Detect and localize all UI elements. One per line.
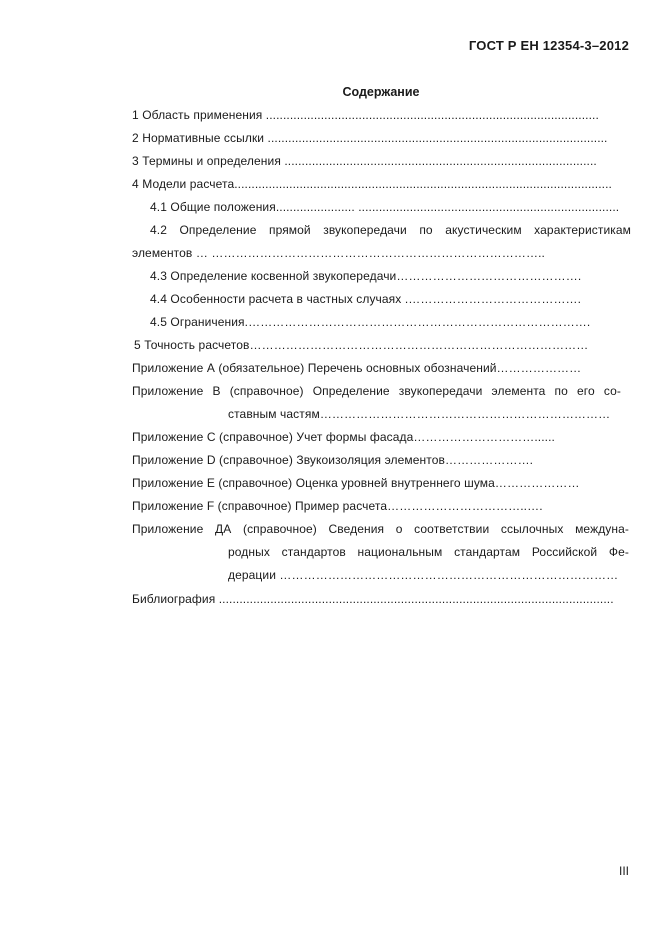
toc-entry-appendix-da-continued: родных стандартов национальным стандартам Российской Фе-	[228, 545, 629, 559]
toc-entry-appendix-b-continued: ставным частям………………………………………………………………	[228, 407, 611, 421]
document-code: ГОСТ Р ЕН 12354-3–2012	[468, 38, 629, 53]
toc-entry-4-5: 4.5 Ограничения.………………………………………………………………………….	[150, 315, 591, 329]
toc-entry-4-2: 4.2 Определение прямой звукопередачи по акустическим характеристикам	[150, 223, 631, 237]
toc-entry-appendix-e: Приложение Е (справочное) Оценка уровней внутреннего шума…………………	[132, 476, 580, 490]
toc-entry-4-4: 4.4 Особенности расчета в частных случаях .…………………………………….	[150, 292, 582, 306]
toc-entry-4-2-continued: элементов … ………………………………………………………………………..	[132, 246, 545, 260]
toc-entry-terms: 3 Термины и определения ...........................................................................................	[132, 154, 597, 168]
toc-entry-scope: 1 Область применения .................................................................................................	[132, 108, 599, 122]
toc-title: Содержание	[342, 85, 420, 99]
toc-entry-4-3: 4.3 Определение косвенной звукопередачи……………………………………….	[150, 269, 582, 283]
toc-entry-bibliography: Библиография ...................................................................................................................	[132, 592, 614, 606]
toc-entry-appendix-da: Приложение ДА (справочное) Сведения о соответствии ссылочных междуна-	[132, 522, 629, 536]
toc-entry-appendix-d: Приложение D (справочное) Звукоизоляция элементов………………….	[132, 453, 534, 467]
toc-entry-appendix-c: Приложение С (справочное) Учет формы фасада…………………………......	[132, 430, 555, 444]
page-number: III	[618, 864, 629, 878]
toc-entry-appendix-f: Приложение F (справочное) Пример расчета……………………………..….	[132, 499, 543, 513]
toc-entry-accuracy: 5 Точность расчетов…………………………………………………………………………	[134, 338, 589, 352]
toc-entry-4-1: 4.1 Общие положения....................... ............................................................................	[150, 200, 620, 214]
toc-entry-appendix-b: Приложение В (справочное) Определение звукопередачи элемента по его со-	[132, 384, 621, 398]
toc-entry-models: 4 Модели расчета..............................................................................................................	[132, 177, 612, 191]
toc-entry-appendix-da-end: дерации …………………………………………………………………………	[228, 568, 619, 582]
toc-entry-appendix-a: Приложение А (обязательное) Перечень основных обозначений…………………	[132, 361, 582, 375]
toc-entry-references: 2 Нормативные ссылки ...................................................................................................	[132, 131, 608, 145]
